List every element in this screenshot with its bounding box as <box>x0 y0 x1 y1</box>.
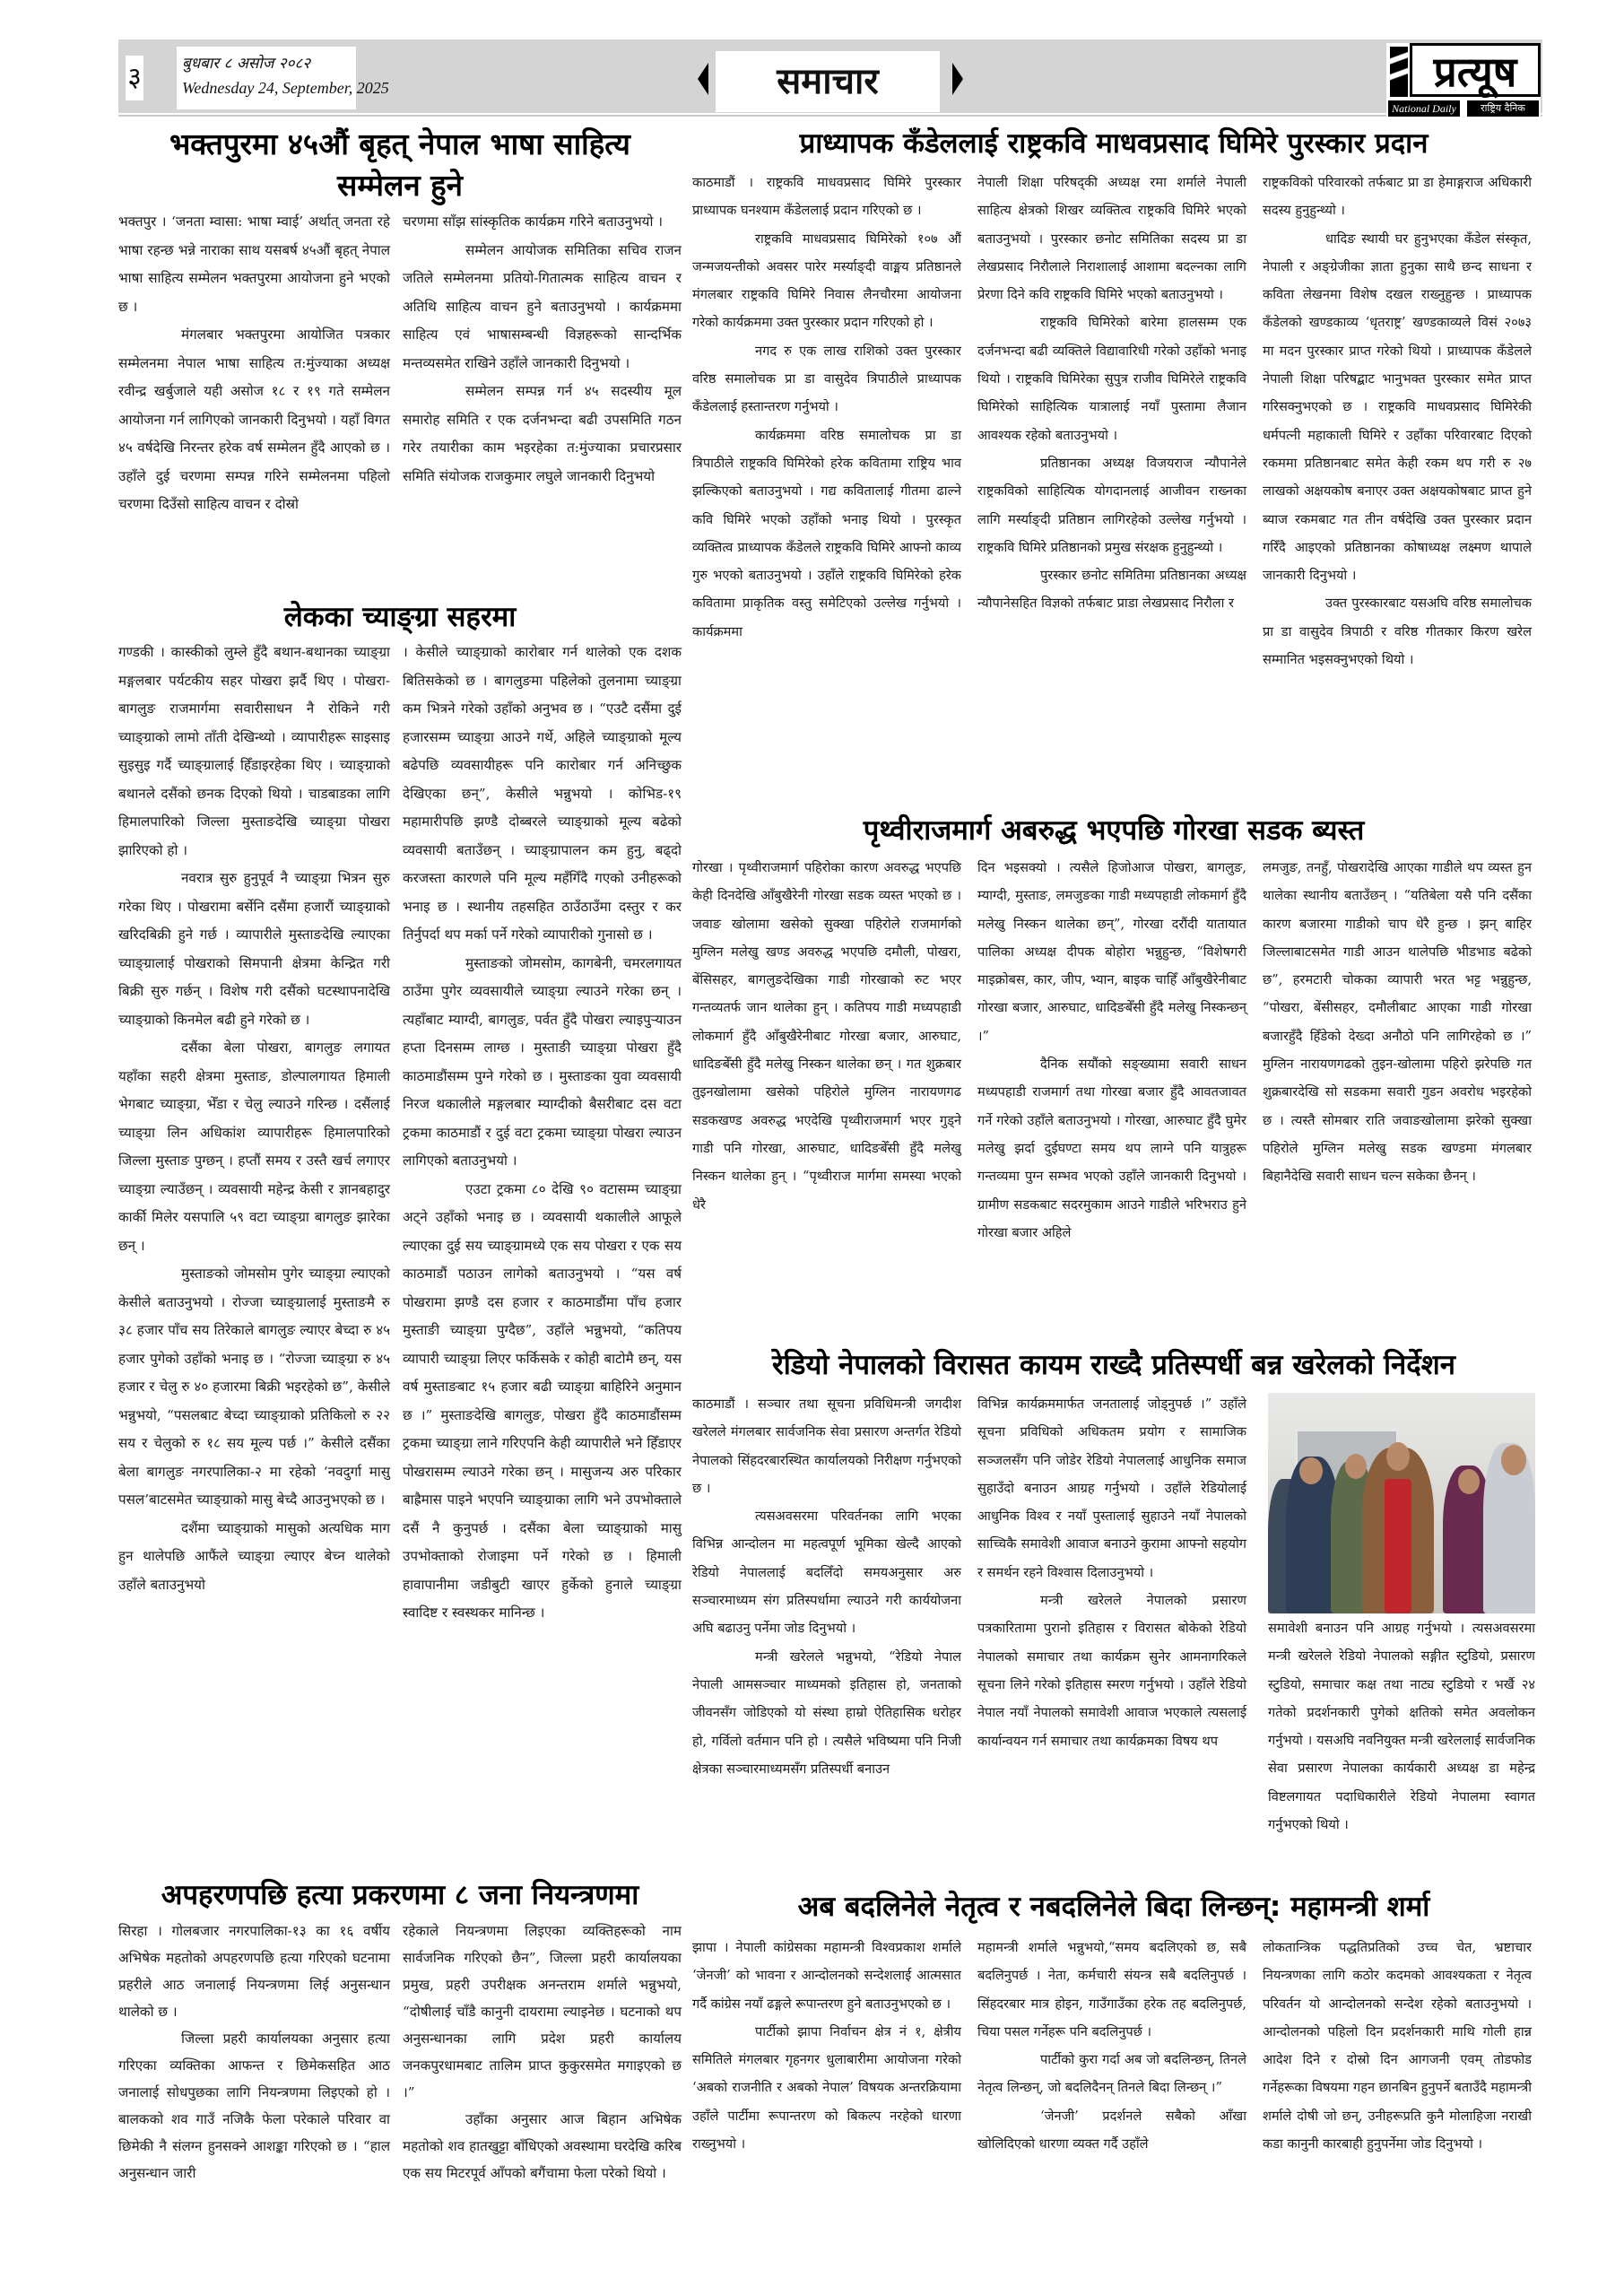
column-3 <box>1263 854 1532 1247</box>
paragraph: पुरस्कार छनोट समितिमा प्रतिष्ठानका अध्यक्ष न्यौपानेसहित विज्ञको तर्फबाट प्राडा लेखप्रसाद निरौला र <box>977 568 1246 612</box>
paragraph: उक्त पुरस्कारबाट यसअघि वरिष्ठ समालोचक प्रा डा वासुदेव त्रिपाठी र वरिष्ठ गीतकार किरण खरेल सम्मानित भइसक्नुभएको थियो । <box>1263 596 1532 668</box>
paragraph: भक्तपुर । ‘जनता म्वासा: भाषा म्वाई’ अर्थात् जनता रहे भाषा रहन्छ भन्ने नाराका साथ यसबर्ष ४५औं बृहत् नेपाल भाषा साहित्य सम्मेलन भक्तपुरमा आयोजना हुने भएको छ । <box>118 213 390 315</box>
column-2 <box>977 1934 1246 2158</box>
paragraph: चरणमा साँझ सांस्कृतिक कार्यक्रम गरिने बताउनुभयो । <box>403 213 663 230</box>
paragraph: मुस्ताङको जोमसोम, कागबेनी, चमरलगायत ठाउँमा पुगेर व्यवसायीले च्याङ्ग्रा ल्याउने गरेका छन् । त्यहाँबाट म्याग्दी, बागलुङ, पर्वत हुँदै पोखरा ल्याइपुऱ्याउन हप्ता दिनसम्म लाग्छ । मुस्ताङी च्याङ्ग्रा पोखरा हुँदै काठमाडौंसम्म पुग्ने गरेको छ । मुस्ताङका युवा व्यवसायी निरज थकालीले मङ्गलबार म्याग्दीको बैसरीबाट दस वटा ट्रकमा काठमाडौं र दुई वटा ट्रकमा च्याङ्ग्रा पोखरा ल्याउन लागिएको बताउनुभयो । <box>403 954 682 1169</box>
column-3 <box>1263 169 1532 674</box>
column-3 <box>1263 1934 1532 2158</box>
article-chyangra-body <box>118 639 682 1628</box>
paragraph: पार्टीको झापा निर्वाचन क्षेत्र नं १, क्षेत्रीय समितिले मंगलबार गृहनगर धुलाबारीमा आयोजना गरेको ‘अबको राजनीति र अबको नेपाल’ विषयक अन्तरक्रियामा उहाँले पार्टीमा रूपान्तरण को बिकल्प नरहेको धारणा राख्नुभयो । <box>692 2023 961 2152</box>
newspaper-logo <box>1386 43 1541 118</box>
paragraph: काठमाडौं । राष्ट्रकवि माधवप्रसाद घिमिरे पुरस्कार प्राध्यापक घनश्याम कँडेललाई प्रदान गरिएको छ । <box>692 175 961 219</box>
photo-head <box>1345 1454 1367 1479</box>
date-nepali: बुधबार ८ असोज २०८२ <box>182 55 311 73</box>
article-gorkha-body <box>692 854 1535 1247</box>
headline: रेडियो नेपालको विरासत कायम राख्दै प्रतिस्पर्धी बन्न खरेलको निर्देशन <box>772 1349 1455 1381</box>
section-title: समाचार <box>777 61 879 102</box>
paragraph: । केसीले च्याङ्ग्राको कारोबार गर्न थालेको एक दशक बितिसकेको छ । बागलुङमा पहिलेको तुलनामा च्याङ्ग्रा कम भित्रने गरेको उहाँको अनुभव छ । “एउटै दसैंमा दुई हजारसम्म च्याङ्ग्रा आउने गर्थे, अहिले च्याङ्ग्राको मूल्य बढेपछि व्यवसायीहरू पनि कारोबार गर्न अनिच्छुक देखिएका छन्”, केसीले भन्नुभयो । कोभिड-१९ महामारीपछि झण्डै दोब्बरले च्याङ्ग्राको मूल्य बढेको व्यवसायी बताउँछन् । च्याङ्ग्रापालन कम हुनु, बढ्दो करजस्ता कारणले पनि मूल्य महँगिँदै गएको उनीहरूको भनाइ छ । स्थानीय तहसहित ठाउँठाउँमा दस्तुर र कर तिर्नुपर्दा थप मर्का पर्ने गरेको व्यापारीको गुनासो छ । <box>403 644 682 943</box>
paragraph: नगद रु एक लाख राशिको उक्त पुरस्कार वरिष्ठ समालोचक प्रा डा वासुदेव त्रिपाठीले प्राध्यापक कँडेललाई हस्तान्तरण गर्नुभयो । <box>692 343 961 415</box>
paragraph: विभिन्न कार्यक्रममार्फत जनतालाई जोड्नुपर्छ ।” उहाँले सूचना प्रविधिको अधिकतम प्रयोग र सामाजिक सञ्जलसँग पनि जोडेर रेडियो नेपाललाई आधुनिक समाज सुहाउँदो बनाउन आग्रह गर्नुभयो । उहाँले रेडियोलाई आधुनिक विश्व र नयाँ पुस्तालाई सुहाउने नयाँ नेपालको साच्चिकै समावेशी आवाज बनाउने कुरामा आफ्नो सहयोग र समर्थन रहने विश्वास दिलाउनुभयो । <box>977 1396 1246 1580</box>
paragraph: मन्त्री खरेलले भन्नुभयो, “रेडियो नेपाल नेपाली आमसञ्चार माध्यमको इतिहास हो, जनताको जीवनसँग जोडिएको यो संस्था हाम्रो ऐतिहासिक धरोहर हो, गर्विलो वर्तमान पनि हो । त्यसैले भविष्यमा पनि निजी क्षेत्रका सञ्चारमाध्यमसँग प्रतिस्पर्धी बनाउन <box>692 1648 961 1777</box>
paragraph: लमजुङ, तनहुँ, पोखरादेखि आएका गाडीले थप व्यस्त हुन थालेका स्थानीय बताउँछन् । “यतिबेला यसै पनि दसैंका कारण बजारमा गाडीको चाप धेरै हुन्छ । झन् बाहिर जिल्लाबाटसमेत गाडी आउन थालेपछि भीडभाड बढेको छ”, हरमटारी चोकका व्यापारी भरत भट्ट भन्नुहुन्छ, “पोखरा, बेंसीसहर, दमौलीबाट आएका गाडी गोरखा बजारहुँदै हिँडेको देख्दा अनौठो पनि लागिरहेको छ ।” मुग्लिन नारायणगढको तुइन-खोलामा पहिरो झरेपछि गत शुक्रबारदेखि सो सडकमा सवारी गुडन अवरोध भइरहेको छ । त्यस्तै सोमबार राति जवाङखोलामा झरेको सुक्खा पहिरोले मुग्लिन मलेखु सडक खण्डमा मंगलबार बिहानैदेखि सवारी साधन चल्न सकेका छैनन् । <box>1263 860 1532 1185</box>
article-apaharan-body <box>118 1918 682 2187</box>
paragraph: दैनिक सयौंको सङ्ख्यामा सवारी साधन मध्यपहाडी राजमार्ग तथा गोरखा बजार हुँदै आवतजावत गर्ने गरेको उहाँले बताउनुभयो । गोरखा, आरुघाट हुँदै घुमेर मलेखु झर्दा दुईघण्टा समय थप लाग्ने पनि यात्रुहरू गन्तव्यमा पुग्न सम्भव भएको उहाँले जानकारी दिनुभयो । ग्रामीण सडकबाट सदरमुकाम आउने गाडीले भरिभराउ हुने गोरखा बजार अहिले <box>977 1057 1246 1240</box>
paragraph: महामन्त्री शर्माले भन्नुभयो,“समय बदलिएको छ, सबै बदलिनुपर्छ । नेता, कर्मचारी संयन्त्र सबै बदलिनुपर्छ । सिंहदरबार मात्र होइन, गाउँगाउँका हरेक तह बदलिनुपर्छ, चिया पसल गर्नेहरू पनि बदलिनुपर्छ । <box>977 1940 1246 2039</box>
article-radio-body <box>692 1390 1257 1783</box>
paragraph: जिल्ला प्रहरी कार्यालयका अनुसार हत्या गरिएका व्यक्तिका आफन्त र छिमेकसहित आठ जनालाई सोधपुछका लागि नियन्त्रणमा लिइएको हो । बालकको शव गाउँ नजिकै फेला परेकाले परिवार वा छिमेकी नै संलग्न हुनसक्ने आशङ्का गरिएको छ । “हाल अनुसन्धान जारी <box>118 2031 390 2181</box>
article-sharma-body <box>692 1934 1535 2158</box>
paragraph: सिरहा । गोलबजार नगरपालिका-१३ का १६ वर्षीय अभिषेक महतोको अपहरणपछि हत्या गरिएको घटनामा प्रहरीले आठ जनालाई नियन्त्रणमा लिई अनुसन्धान थालेको छ । <box>118 1923 390 2020</box>
headline: अपहरणपछि हत्या प्रकरणमा ८ जना नियन्त्रणमा <box>161 1879 639 1911</box>
logo-wordmark: प्रत्यूष <box>1410 43 1541 97</box>
headline: पृथ्वीराजमार्ग अबरुद्ध भएपछि गोरखा सडक ब्यस्त <box>863 814 1365 847</box>
paragraph: उहाँका अनुसार आज बिहान अभिषेक महतोको शव हातखुट्टा बाँधिएको अवस्थामा घरदेखि करिब एक सय मिटरपूर्व आँपको बगैंचामा फेला परेको थियो । <box>403 2111 682 2181</box>
paragraph: सम्मेलन आयोजक समितिका सचिव राजन जतिले सम्मेलनमा प्रतियो-गितात्मक साहित्य वाचन र अतिथि साहित्य वाचन हुने बताउनुभयो । कार्यक्रममा साहित्य एवं भाषासम्बन्धी विज्ञहरूको सान्दर्भिक मन्तव्यसमेत राखिने उहाँले जानकारी दिनुभयो । <box>403 241 682 371</box>
column-3 <box>1268 1614 1535 1839</box>
article-bhaktapur-body <box>118 208 682 519</box>
article-radio <box>692 1347 1535 1383</box>
masthead-rule <box>118 115 1542 117</box>
paragraph: मंगलबार भक्तपुरमा आयोजित पत्रकार सम्मेलनमा नेपाल भाषा साहित्य त:मुंज्याका अध्यक्ष रवीन्द्र खर्बुजाले यही असोज १८ र १९ गते सम्मेलन आयोजना गर्न लागिएको जानकारी दिनुभयो । यहाँ विगत ४५ वर्षदेखि निरन्तर हरेक वर्ष सम्मेलन हुँदै आएको छ । उहाँले दुई चरणमा सम्पन्न गरिने सम्मेलनमा पहिलो चरणमा दिउँसो साहित्य वाचन र दोस्रो <box>118 326 390 512</box>
news-photo-minister-visit <box>1268 1393 1535 1613</box>
paragraph: राष्ट्रकवि माधवप्रसाद घिमिरेको १०७ औं जन्मजयन्तीको अवसर पारेर मर्स्याङ्दी वाङ्मय प्रतिष्ठानले मंगलबार राष्ट्रकवि घिमिरे निवास लैनचौरमा आयोजना गरेको कार्यक्रममा उक्त पुरस्कार प्रदान गरिएको हो । <box>692 230 961 331</box>
article-apaharan <box>118 1876 682 1914</box>
logo-mountain-icon <box>1390 47 1408 97</box>
paragraph: एउटा ट्रकमा ८० देखि ९० वटासम्म च्याङ्ग्रा अट्ने उहाँको भनाइ छ । व्यवसायी थकालीले आफूले ल्याएका दुई सय च्याङ्ग्रामध्ये एक सय पोखरा र एक सय काठमाडौं पठाउन लागेको बताउनुभयो । “यस वर्ष पोखरामा झण्डै दस हजार र काठमाडौंमा पाँच हजार मुस्ताङी च्याङ्ग्रा पुग्दैछ”, उहाँले भन्नुभयो, “कतिपय व्यापारी च्याङ्ग्रा लिएर फर्किसके र कोही बाटोमै छन्, यस वर्ष मुस्ताङबाट १५ हजार बढी च्याङ्ग्रा बाहिरिने अनुमान छ ।” मुस्ताङदेखि बागलुङ, पोखरा हुँदै काठमाडौंसम्म ट्रकमा च्याङ्ग्रा लाने गरिएपनि केही व्यापारीले भने हिँडाएर पोखरासम्म ल्याउने गरेका छन् । मासुजन्य अरु परिकार बाह्रैमास पाइने भएपनि च्याङ्ग्राका लागि भने उपभोक्ताले दसैं नै कुनुपर्छ । दसैंका बेला च्याङ्ग्राको मासु उपभोक्ताको रोजाइमा पर्ने गरेको छ । हिमाली हावापानीमा जडीबुटी खाएर हुर्केको हुनाले च्याङ्ग्रा स्वादिष्ट र स्वस्थकर मानिन्छ । <box>403 1180 682 1621</box>
paragraph: झापा । नेपाली कांग्रेसका महामन्त्री विश्वप्रकाश शर्माले ‘जेनजी’ को भावना र आन्दोलनको सन्देशलाई आत्मसात गर्दै कांग्रेस नयाँ ढङ्गले रूपान्तरण हुने बताउनुभएको छ । <box>692 1940 961 2012</box>
column-2 <box>403 208 682 519</box>
article-sharma <box>692 1889 1535 1925</box>
column-1 <box>118 208 390 519</box>
headline: प्राध्यापक कँडेललाई राष्ट्रकवि माधवप्रसाद घिमिरे पुरस्कार प्रदान <box>799 127 1429 160</box>
paragraph: समावेशी बनाउन पनि आग्रह गर्नुभयो । त्यसअवसरमा मन्त्री खरेलले रेडियो नेपालको सङ्गीत स्टुडियो, प्रसारण स्टुडियो, समाचार कक्ष तथा नाट्य स्टुडियो र भर्खै २४ गतेको प्रदर्शनकारी पुगेको क्षतिको समेत अवलोकन गर्नुभयो । यसअघि नवनियुक्त मन्त्री खरेललाई सार्वजनिक सेवा प्रसारण नेपालका कार्यकारी अध्यक्ष डा महेन्द्र विष्टलगायत पदाधिकारीले रेडियो नेपालमा स्वागत गर्नुभएको थियो । <box>1268 1621 1535 1833</box>
article-gorkha <box>692 813 1535 848</box>
headline: अब बदलिनेले नेतृत्व र नबदलिनेले बिदा लिन्छन्: महामन्त्री शर्मा <box>797 1891 1430 1923</box>
photo-head <box>1458 1469 1480 1494</box>
paragraph: नवरात्र सुरु हुनुपूर्व नै च्याङ्ग्रा भित्रन सुरु गरेका थिए । पोखरामा बर्सेनि दसैंमा हजारौं च्याङ्ग्राको खरिदबिक्री हुने गर्छ । व्यापारीले मुस्ताङदेखि ल्याएका च्याङ्ग्रालाई पोखराको सिमपानी क्षेत्रमा केन्द्रित गरी बिक्री सुरु गर्छन् । विशेष गरी दसैंको घटस्थापनादेखि च्याङ्ग्राको किनमेल बढी हुने गरेको छ । <box>118 870 390 1028</box>
column-1 <box>692 169 961 674</box>
paragraph: दशैंमा च्याङ्ग्राको मासुको अत्यधिक माग हुन थालेपछि आफैंले च्याङ्ग्रा ल्याएर बेच्न थालेको उहाँले बताउनुभयो <box>118 1519 390 1593</box>
photo-scarf <box>1385 1479 1411 1613</box>
paragraph: कार्यक्रममा वरिष्ठ समालोचक प्रा डा त्रिपाठीले राष्ट्रकवि घिमिरेको हरेक कवितामा राष्ट्रिय भाव झल्किएको बताउनुभयो । गद्य कवितालाई गीतमा ढाल्ने कवि घिमिरे भएको उहाँको भनाइ थियो । पुरस्कृत व्यक्तित्व प्राध्यापक कँडेलले राष्ट्रकवि घिमिरे आफ्नो काव्य गुरु भएको बताउनुभयो । उहाँले राष्ट्रकवि घिमिरेको हरेक कवितामा प्राकृतिक वस्तु समेटिएको उल्लेख गर्नुभयो । कार्यक्रममा <box>692 427 961 639</box>
paragraph: रहेकाले नियन्त्रणमा लिइएका व्यक्तिहरूको नाम सार्वजनिक गरिएको छैन”, जिल्ला प्रहरी कार्यालयका प्रमुख, प्रहरी उपरीक्षक अनन्तराम शर्माले भन्नुभयो, “दोषीलाई चाँडै कानुनी दायरामा ल्याइनेछ । घटनाको थप अनुसन्धानका लागि प्रदेश प्रहरी कार्यालय जनकपुरधामबाट तालिम प्राप्त कुकुरसमेत मगाइएको छ ।” <box>403 1923 682 2100</box>
date-english: Wednesday 24, September, 2025 <box>182 79 389 97</box>
column-1 <box>692 854 961 1247</box>
headline: लेकका च्याङ्ग्रा सहरमा <box>283 601 517 633</box>
arrow-right-icon <box>952 63 963 95</box>
paragraph: नेपाली शिक्षा परिषद्की अध्यक्ष रमा शर्माले नेपाली साहित्य क्षेत्रको शिखर व्यक्तित्व राष्ट्रकवि घिमिरे भएको बताउनुभयो । पुरस्कार छनोट समितिका सदस्य प्रा डा लेखप्रसाद निरौलाले निराशालाई आशामा बदल्नका लागि प्रेरणा दिने कवि राष्ट्रकवि घिमिरे भएको बताउनुभयो । <box>977 175 1246 303</box>
paragraph: दसैंका बेला पोखरा, बागलुङ लगायत यहाँका सहरी क्षेत्रमा मुस्ताङ, डोल्पालगायत हिमाली भेगबाट च्याङ्ग्रा, भेँडा र चेलु ल्याउने गरिन्छ । दसैंलाई च्याङ्ग्रा लिन अधिकांश व्यापारीहरू हिमालपारिको जिल्ला मुस्ताङ पुग्छन् । हप्तौं समय र उस्तै खर्च लगाएर च्याङ्ग्रा ल्याउँछन् । व्यवसायी महेन्द्र केसी र ज्ञानबहादुर कार्की मिलेर यसपालि ५९ वटा च्याङ्ग्रा बागलुङ झारेका छन् । <box>118 1039 390 1254</box>
paragraph: पार्टीको कुरा गर्दा अब जो बदलिन्छन्, तिनले नेतृत्व लिन्छन्, जो बदलिदैनन् तिनले बिदा लिन्छन् ।” <box>977 2052 1246 2096</box>
photo-head <box>1386 1442 1410 1471</box>
article-kandel <box>692 126 1535 161</box>
column-1 <box>118 639 390 1628</box>
column-2 <box>403 639 682 1628</box>
page-number: ३ <box>126 56 143 100</box>
paragraph: गण्डकी । कास्कीको लुम्ले हुँदै बथान-बथानका च्याङ्ग्रा मङ्गलबार पर्यटकीय सहर पोखरा झर्दै थिए । पोखरा-बागलुङ राजमार्गमा सवारीसाधन नै रोकिने गरी च्याङ्ग्राको लामो ताँती देखिन्थ्यो । व्यापारीहरू साइसाइ सुइसुइ गर्दै च्याङ्ग्रालाई हिँडाइरहेका थिए । च्याङ्ग्राको बथानले दसैंको छनक दिएको थियो । चाडबाडका लागि हिमालपारिको जिल्ला मुस्ताङदेखि च्याङ्ग्रा पोखरा झारिएको हो । <box>118 644 390 858</box>
article-bhaktapur <box>118 124 682 206</box>
column-2 <box>403 1918 682 2187</box>
paragraph: मुस्ताङको जोमसोम पुगेर च्याङ्ग्रा ल्याएको केसीले बताउनुभयो । रोज्जा च्याङ्ग्रालाई मुस्ताङमै रु ३८ हजार पाँच सय तिरेकाले बागलुङ ल्याएर बेच्दा रु ४५ हजार पुगेको उहाँको भनाइ छ । “रोज्जा च्याङ्ग्रा रु ४५ हजार र चेलु रु ४० हजारमा बिक्री भइरहेको छ”, केसीले भन्नुभयो, “पसलबाट बेच्दा च्याङ्ग्राको प्रतिकिलो रु २२ सय र चेलुको रु १८ सय मूल्य पर्छ ।” केसीले दसैंका बेला बागलुङ नगरपालिका-२ मा रहेको ‘नवदुर्गा मासु पसल’बाटसमेत च्याङ्ग्राको मासु बेच्दै आउनुभएको छ । <box>118 1265 390 1508</box>
article-radio-body-col3 <box>1268 1614 1535 1839</box>
paragraph: राष्ट्रकवि घिमिरेको बारेमा हालसम्म एक दर्जनभन्दा बढी व्यक्तिले विद्यावारिधी गरेको उहाँको भनाइ थियो । राष्ट्रकवि घिमिरेका सुपुत्र राजीव घिमिरेले राष्ट्रकवि घिमिरेको साहित्यिक यात्रालाई नयाँ पुस्तामा लैजान आवश्यक रहेको बताउनुभयो । <box>977 315 1246 443</box>
paragraph: सम्मेलन सम्पन्न गर्न ४५ सदस्यीय मूल समारोह समिति र एक दर्जनभन्दा बढी उपसमिति गठन गरेर तयारीका काम भइरहेका त:मुंज्याका प्रचारप्रसार समिति संयोजक राजकुमार लघुले जानकारी दिनुभयो <box>403 383 682 484</box>
headline: भक्तपुरमा ४५औं बृहत् नेपाल भाषा साहित्य सम्मेलन हुने <box>169 126 630 203</box>
column-2 <box>977 1390 1246 1783</box>
photo-head <box>1501 1445 1526 1475</box>
article-kandel-body <box>692 169 1535 674</box>
paragraph: लोकतान्त्रिक पद्धतिप्रतिको उच्च चेत, भ्रष्टाचार नियन्त्रणका लागि कठोर कदमको आवश्यकता र नेतृत्व परिवर्तन यो आन्दोलनको सन्देश रहेको बताउनुभयो । आन्दोलनको पहिलो दिन प्रदर्शनकारी माथि गोली हान्न आदेश दिने र दोस्रो दिन आगजनी एवम् तोडफोड गर्नेहरूका विषयमा गहन छानबिन हुनुपर्ने बताउँदै महामन्त्री शर्माले दोषी जो छन्, उनीहरूप्रति कुनै मोलाहिजा नराखी कडा कानुनी कारबाही हुनुपर्नेमा जोड दिनुभयो । <box>1263 1940 1532 2152</box>
photo-head <box>1299 1457 1323 1484</box>
logo-subtitle-english: National Daily <box>1388 100 1460 117</box>
paragraph: त्यसअवसरमा परिवर्तनका लागि भएका विभिन्न आन्दोलन मा महत्वपूर्ण भूमिका खेल्दै आएको रेडियो नेपाललाई बदलिँदो समयअनुसार अरु सञ्चारमाध्यम संग प्रतिस्पर्धामा ल्याउने गरी कार्ययोजना अघि बढाउनु पर्नेमा जोड दिनुभयो । <box>692 1509 961 1637</box>
column-divider <box>685 126 686 2278</box>
paragraph: धादिङ स्थायी घर हुनुभएका कँडेल संस्कृत, नेपाली र अङ्ग्रेजीका ज्ञाता हुनुका साथै छन्द साधना र कविता लेखनमा विशेष दखल राख्नुहुन्छ । प्राध्यापक कँडेलको खण्डकाव्य ‘धृतराष्ट्र’ खण्डकाव्यले विसं २०७३ मा मदन पुरस्कार प्राप्त गरेको थियो । प्राध्यापक कँडेलले नेपाली शिक्षा परिषद्बाट भानुभक्त पुरस्कार समेत प्राप्त गरिसक्नुभएको छ । राष्ट्रकवि माधवप्रसाद घिमिरेकी धर्मपत्नी महाकाली घिमिरे र उहाँका परिवारबाट दिएको रकममा प्रतिष्ठानबाट समेत केही रकम थप गरी रु २७ लाखको अक्षयकोष बनाएर उक्त अक्षयकोषबाट प्राप्त हुने ब्याज रकमबाट गत तीन वर्षदेखि उक्त पुरस्कार प्रदान गरिँदै आइएको प्रतिष्ठानका कोषाध्यक्ष लक्ष्मण थापाले जानकारी दिनुभयो । <box>1263 230 1532 584</box>
column-1 <box>692 1934 961 2158</box>
paragraph: प्रतिष्ठानका अध्यक्ष विजयराज न्यौपानेले राष्ट्रकविको साहित्यिक योगदानलाई आजीवन राख्नका लागि मर्स्याङ्दी प्रतिष्ठान लागिरहेको उल्लेख गर्नुभयो । राष्ट्रकवि घिमिरे प्रतिष्ठानको प्रमुख संरक्षक हुनुहुन्थ्यो । <box>977 455 1246 555</box>
logo-subtitle-nepali: राष्ट्रिय दैनिक <box>1467 100 1539 117</box>
column-2 <box>977 169 1246 674</box>
paragraph: काठमाडौं । सञ्चार तथा सूचना प्रविधिमन्त्री जगदीश खरेलले मंगलबार सार्वजनिक सेवा प्रसारण अन्तर्गत रेडियो नेपालको सिंहदरबारस्थित कार्यालयको निरीक्षण गर्नुभएको छ । <box>692 1396 961 1496</box>
column-1 <box>118 1918 390 2187</box>
column-1 <box>692 1390 961 1783</box>
paragraph: ‘जेनजी’ प्रदर्शनले सबैको आँखा खोलिदिएको धारणा व्यक्त गर्दै उहाँले <box>977 2108 1246 2152</box>
paragraph: दिन भइसक्यो । त्यसैले हिजोआज पोखरा, बागलुङ, म्याग्दी, मुस्ताङ, लमजुङका गाडी मध्यपहाडी लोकमार्ग हुँदै मलेखु निस्कन थालेका छन्”, गोरखा दरौंदी यातायात पालिका अध्यक्ष दीपक बोहोरा भन्नुहुन्छ, “विशेषगरी माइक्रोबस, कार, जीप, भ्यान, बाइक चाहिँ आँबुखैरेनीबाट गोरखा बजार, आरुघाट, धादिङबेँसी हुँदै मलेखु निस्कन्छन् ।” <box>977 860 1246 1044</box>
paragraph: मन्त्री खरेलले नेपालको प्रसारण पत्रकारितामा पुरानो इतिहास र विरासत बोकेको रेडियो नेपालको समाचार तथा कार्यक्रम सुनेर आमनागरिकले सूचना लिने गरेको इतिहास स्मरण गर्नुभयो । उहाँले रेडियो नेपाल नयाँ नेपालको समावेशी आवाज भएकाले त्यसलाई कार्यान्वयन गर्न समाचार तथा कार्यक्रमका विषय थप <box>977 1593 1246 1749</box>
arrow-left-icon <box>698 63 708 95</box>
article-chyangra <box>118 599 682 635</box>
paragraph: गोरखा । पृथ्वीराजमार्ग पहिरोका कारण अवरुद्ध भएपछि केही दिनदेखि आँबुखैरेनी गोरखा सडक व्यस्त भएको छ । जवाङ खोलामा खसेको सुक्खा पहिरोले राजमार्गको मुग्लिन मलेखु खण्ड अवरुद्ध भएपछि दमौली, पोखरा, बेंसिसहर, बागलुङदेखिका गाडी गोरखाको रुट भएर गन्तव्यतर्फ जान थालेका हुन् । कतिपय गाडी मध्यपहाडी लोकमार्ग हुँदै आँबुखैरेनीबाट गोरखा बजार, आरुघाट, धादिङबेँसी हुँदै मलेखु निस्कन थालेका छन् । गत शुक्रबार तुइनखोलामा खसेको पहिरोले मुग्लिन नारायणगढ सडकखण्ड अवरुद्ध भएदेखि पृथ्वीराजमार्ग भएर गुड्ने गाडी पनि गोरखा, आरुघाट, धादिङबेँसी हुँदै मलेखु निस्कन थालेका हुन् । “पृथ्वीराज मार्गमा समस्या भएको धेरै <box>692 860 961 1213</box>
paragraph: राष्ट्रकविको परिवारको तर्फबाट प्रा डा हेमाङ्गराज अधिकारी सदस्य हुनुहुन्थ्यो । <box>1263 175 1532 219</box>
column-2 <box>977 854 1246 1247</box>
